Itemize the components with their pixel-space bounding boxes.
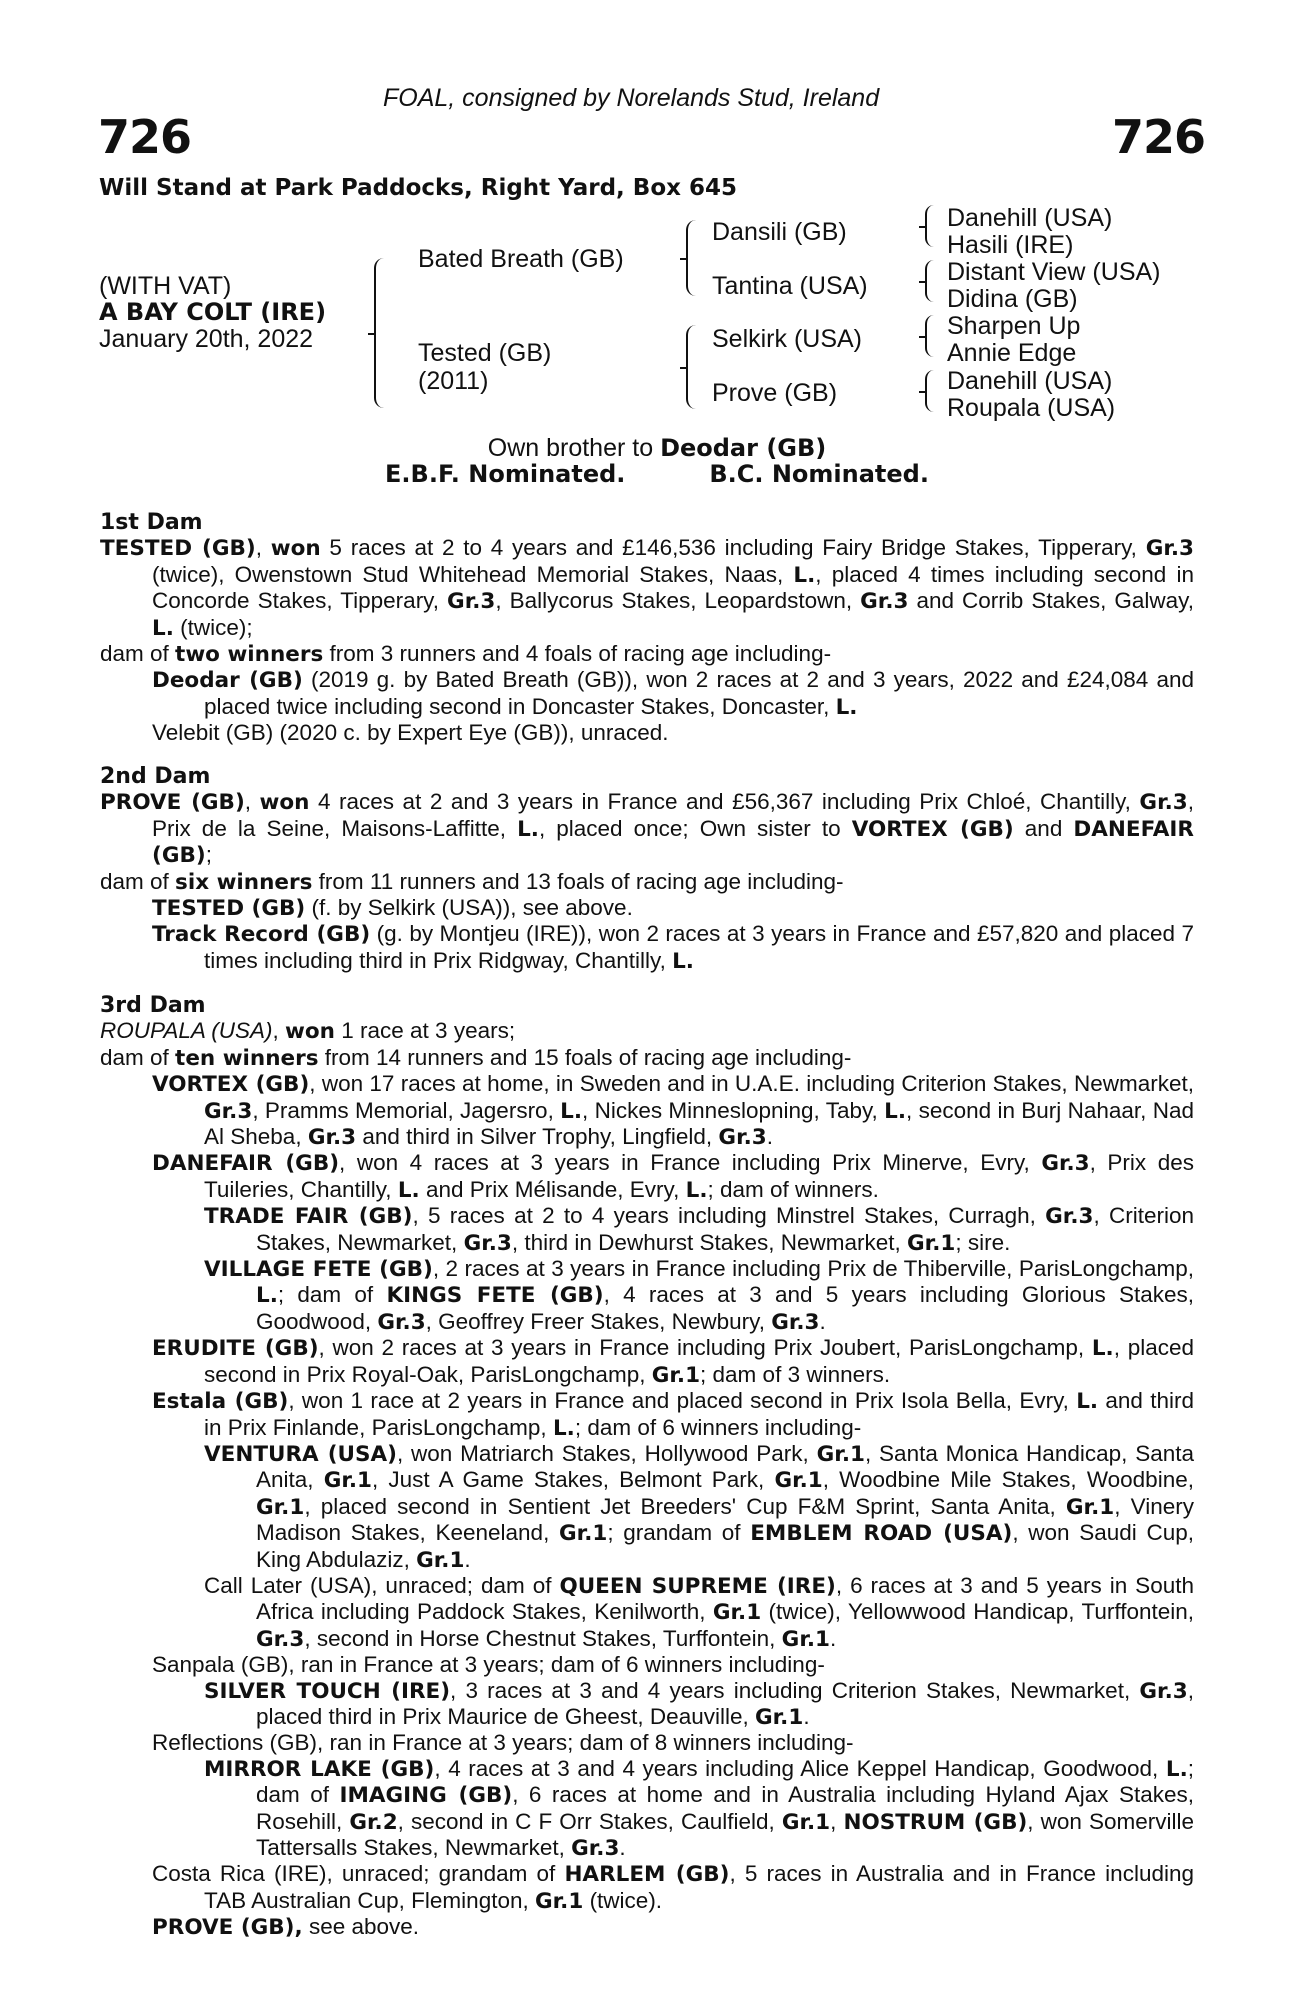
bold-run: Gr.2 — [349, 1809, 398, 1835]
text-run: ; dam of 6 winners including- — [574, 1414, 862, 1440]
text-run: from 14 runners and 15 foals of racing age including- — [318, 1044, 852, 1070]
dam-sire: Selkirk (USA) — [712, 325, 863, 353]
text-run: , second in Burj Nahaar, Nad Al Sheba, — [204, 1097, 1195, 1150]
pedigree-brace — [925, 315, 934, 357]
pedigree-brace — [919, 226, 925, 228]
bold-run: L. — [397, 1177, 420, 1203]
bold-run: Gr.1 — [416, 1547, 465, 1573]
produce-entry — [100, 1652, 1194, 1677]
horse-name: A BAY COLT (IRE) — [99, 298, 327, 326]
bold-run: Gr.3 — [1139, 1678, 1188, 1704]
text-run: 1 race at 3 years; — [335, 1018, 516, 1044]
text-run: , Vinery Madison Stakes, Keeneland, — [256, 1493, 1194, 1546]
second-dam-record — [100, 789, 1194, 868]
bold-run: Gr.1 — [712, 1600, 762, 1626]
great-granddam-2: Didina (GB) — [947, 285, 1078, 313]
text-run: , placed 4 times including second in Concorde Stakes, Tipperary, — [152, 561, 1194, 614]
produce-entry — [100, 1914, 1194, 1940]
text-run: 5 races at 2 to 4 years and £146,536 including Fairy Bridge Stakes, Tipperary, — [320, 535, 1146, 561]
great-grandsire-4: Danehill (USA) — [947, 367, 1113, 395]
own-brother-note — [0, 434, 1314, 463]
text-run: , 5 races in Australia and in France including TAB Australian Cup, Flemington, — [204, 1861, 1194, 1913]
third-dam-entries — [100, 1018, 1194, 1940]
own-brother-prefix: Own brother to — [487, 434, 654, 462]
sire-dam: Tantina (USA) — [712, 272, 868, 300]
bold-run: TESTED (GB) — [100, 536, 256, 562]
pedigree-brace — [374, 258, 384, 408]
bold-run: Gr.1 — [256, 1494, 305, 1520]
text-run: ; grandam of — [607, 1520, 751, 1546]
text-run: Costa Rica (IRE), unraced; grandam of — [152, 1861, 565, 1887]
bold-run: Gr.1 — [755, 1704, 804, 1730]
lot-number-right: 726 — [1112, 110, 1206, 164]
text-run: . — [803, 1703, 810, 1729]
text-run: , Criterion Stakes, Newmarket, — [256, 1203, 1195, 1255]
pedigree-brace — [925, 370, 934, 412]
bold-run: L. — [1076, 1389, 1099, 1415]
text-run: (f. by Selkirk (USA)), see above. — [305, 895, 633, 921]
text-run: , 6 races at 3 and 5 years in South Africa including Paddock Stakes, Kenilworth, — [256, 1572, 1194, 1625]
bold-run: two winners — [175, 642, 324, 668]
bold-run: Gr.1 — [651, 1362, 701, 1388]
bold-run: Gr.3 — [463, 1230, 512, 1256]
bold-run: L. — [793, 562, 816, 588]
bold-run: Gr.3 — [256, 1626, 305, 1652]
first-dam-section — [100, 510, 1194, 746]
dam-dam: Prove (GB) — [712, 379, 838, 407]
pedigree-brace — [925, 205, 934, 247]
produce-entry — [100, 1335, 1194, 1388]
italic-run: ROUPALA (USA) — [100, 1018, 273, 1044]
bold-run: Gr.1 — [1065, 1494, 1115, 1520]
text-run: , — [255, 535, 271, 561]
bold-run: IMAGING (GB) — [339, 1783, 513, 1809]
sire-sire: Dansili (GB) — [712, 218, 847, 246]
bold-run: Deodar (GB) — [152, 668, 303, 694]
text-run: , won 1 race at 2 years in France and placed second in Prix Isola Bella, Evry, — [288, 1388, 1077, 1414]
text-run: and third in Silver Trophy, Lingfield, — [356, 1124, 719, 1150]
bold-run: TESTED (GB) — [152, 896, 306, 922]
pedigree-brace — [919, 336, 925, 338]
bold-run: L. — [672, 948, 694, 974]
produce-entry — [100, 1756, 1194, 1862]
dam: Tested (GB) — [418, 339, 552, 367]
great-granddam-4: Roupala (USA) — [947, 394, 1116, 422]
text-run: Reflections (GB), ran in France at 3 years; dam of 8 winners including- — [152, 1730, 854, 1756]
text-run: Sanpala (GB), ran in France at 3 years; dam of 6 winners including- — [152, 1652, 825, 1678]
text-run: . — [819, 1308, 826, 1334]
text-run: ; dam of — [277, 1282, 387, 1308]
produce-entry — [100, 1256, 1194, 1335]
bold-run: Gr.3 — [307, 1125, 357, 1151]
text-run: ; dam of — [256, 1755, 1195, 1808]
bold-run: MIRROR LAKE (GB) — [204, 1756, 435, 1782]
text-run: , Nickes Minneslopning, Taby, — [582, 1097, 885, 1123]
great-granddam-3: Annie Edge — [947, 339, 1077, 367]
produce-entry — [100, 1573, 1194, 1652]
own-brother-name: Deodar (GB) — [660, 434, 827, 462]
third-dam-record — [100, 1045, 1194, 1071]
text-run: , placed third in Prix Maurice de Gheest, Deauville, — [256, 1677, 1194, 1729]
produce-entry — [100, 1678, 1194, 1731]
third-dam-record — [100, 1018, 1194, 1044]
text-run: , second in C F Orr Stakes, Caulfield, — [397, 1808, 782, 1834]
ebf-nomination: E.B.F. Nominated. — [385, 460, 626, 488]
pedigree-brace — [368, 333, 375, 335]
text-run: ; dam of winners. — [707, 1176, 879, 1202]
bold-run: VENTURA (USA) — [204, 1441, 397, 1467]
text-run: , Prix des Tuileries, Chantilly, — [204, 1150, 1194, 1202]
bold-run: Gr.1 — [907, 1230, 956, 1256]
great-granddam-1: Hasili (IRE) — [947, 231, 1074, 259]
bold-run: L. — [152, 615, 174, 641]
text-run: , — [830, 1808, 844, 1834]
text-run: , second in Horse Chestnut Stakes, Turffontein, — [304, 1625, 782, 1651]
bold-run: TRADE FAIR (GB) — [204, 1204, 413, 1230]
pedigree-brace — [686, 325, 696, 409]
text-run: ; — [205, 842, 212, 868]
stand-location: Will Stand at Park Paddocks, Right Yard, Box 645 — [99, 175, 737, 201]
sire: Bated Breath (GB) — [418, 245, 624, 273]
text-run: and Prix Mélisande, Evry, — [419, 1176, 686, 1202]
produce-entry — [100, 1730, 1194, 1755]
text-run: (twice), Yellowwood Handicap, Turffontein, — [761, 1599, 1195, 1625]
bold-run: QUEEN SUPREME (IRE) — [559, 1573, 836, 1599]
bold-run: Gr.3 — [1145, 536, 1194, 562]
produce-entry — [100, 1388, 1194, 1441]
bold-run: VORTEX (GB) — [851, 816, 1014, 842]
produce-entry — [100, 1150, 1194, 1203]
bold-run: VORTEX (GB) — [152, 1072, 310, 1098]
text-run: dam of — [100, 641, 176, 667]
text-run: , won 2 races at 3 years in France including Prix Joubert, ParisLongchamp, — [318, 1335, 1092, 1361]
text-run: and Corrib Stakes, Galway, — [908, 588, 1194, 614]
produce-entry — [100, 1861, 1194, 1914]
bc-nomination: B.C. Nominated. — [709, 460, 929, 488]
produce-entry — [100, 921, 1194, 974]
bold-run: L. — [884, 1098, 906, 1124]
consignment-line: FOAL, consigned by Norelands Stud, Ireland — [383, 84, 880, 112]
bold-run: Gr.3 — [1041, 1151, 1090, 1177]
text-run: ; sire. — [955, 1229, 1011, 1255]
second-dam-heading: 2nd Dam — [100, 764, 211, 789]
bold-run: DANEFAIR (GB) — [152, 816, 1194, 869]
bold-run: Gr.1 — [323, 1468, 372, 1494]
bold-run: six winners — [175, 869, 313, 895]
bold-run: ERUDITE (GB) — [152, 1336, 319, 1362]
text-run: , 2 races at 3 years in France including Prix de Thiberville, ParisLongchamp, — [432, 1256, 1194, 1282]
bold-run: Gr.3 — [860, 589, 909, 615]
bold-run: VILLAGE FETE (GB) — [204, 1257, 433, 1283]
bold-run: Gr.1 — [774, 1468, 823, 1494]
text-run: from 3 runners and 4 foals of racing age including- — [323, 641, 832, 667]
bold-run: HARLEM (GB) — [564, 1862, 730, 1888]
produce-entry — [100, 895, 1194, 921]
great-grandsire-3: Sharpen Up — [947, 312, 1081, 340]
pedigree-brace — [680, 258, 687, 260]
first-dam-record — [100, 535, 1194, 641]
text-run: , Ballycorus Stakes, Leopardstown, — [495, 588, 861, 614]
lot-number-left: 726 — [98, 110, 192, 164]
produce-entry — [100, 1071, 1194, 1150]
text-run: , placed second in Prix Royal-Oak, ParisLongchamp, — [204, 1335, 1194, 1387]
bold-run: Gr.1 — [816, 1441, 865, 1467]
pedigree-brace — [925, 260, 934, 302]
text-run: (twice); — [173, 614, 253, 640]
text-run: , Prix de la Seine, Maisons-Laffitte, — [152, 789, 1194, 841]
vat-note: (WITH VAT) — [99, 272, 232, 300]
text-run: ; dam of 3 winners. — [700, 1361, 891, 1387]
text-run: 4 races at 2 and 3 years in France and £56,367 including Prix Chloé, Chantilly, — [309, 789, 1140, 815]
bold-run: Gr.3 — [1139, 790, 1188, 816]
produce-entry — [100, 1441, 1194, 1573]
bold-run: Gr.1 — [781, 1809, 831, 1835]
text-run: , 3 races at 3 and 4 years including Criterion Stakes, Newmarket, — [450, 1677, 1140, 1703]
bold-run: won — [270, 536, 321, 562]
bold-run: L. — [560, 1098, 583, 1124]
text-run: , won 4 races at 3 years in France including Prix Minerve, Evry, — [339, 1150, 1042, 1176]
text-run: , placed second in Sentient Jet Breeders' Cup F&M Sprint, Santa Anita, — [304, 1493, 1066, 1519]
bold-run: Gr.3 — [771, 1309, 820, 1335]
second-dam-section — [100, 764, 1194, 974]
text-run: (2019 g. by Bated Breath (GB)), won 2 races at 2 and 3 years, 2022 and £24,084 and placed twice including second in Doncaster Stakes, Doncaster, — [204, 667, 1194, 719]
text-run: and — [1013, 815, 1074, 841]
dam-year: (2011) — [418, 367, 489, 395]
bold-run: Gr.3 — [718, 1125, 767, 1151]
bold-run: Gr.1 — [535, 1888, 584, 1914]
text-run: , won Matriarch Stakes, Hollywood Park, — [396, 1440, 817, 1466]
bold-run: EMBLEM ROAD (USA) — [750, 1521, 1013, 1547]
text-run: , won Saudi Cup, King Abdulaziz, — [256, 1520, 1195, 1572]
text-run: . — [829, 1625, 837, 1651]
bold-run: L. — [1165, 1756, 1188, 1782]
pedigree-brace — [919, 281, 925, 283]
bold-run: Gr.1 — [781, 1626, 830, 1652]
text-run: . — [766, 1124, 773, 1150]
text-run: , — [244, 789, 260, 815]
bold-run: ten winners — [175, 1045, 319, 1071]
produce-entry — [100, 1203, 1194, 1256]
text-run: , Santa Monica Handicap, Santa Anita, — [256, 1440, 1195, 1493]
text-run: see above. — [302, 1914, 420, 1940]
bold-run: NOSTRUM (GB) — [843, 1809, 1028, 1835]
bold-run: DANEFAIR (GB) — [152, 1151, 340, 1177]
bold-run: Track Record (GB) — [152, 922, 371, 948]
text-run: , third in Dewhurst Stakes, Newmarket, — [511, 1229, 908, 1255]
text-run: (twice), Owenstown Stud Whitehead Memorial Stakes, Naas, — [152, 561, 794, 587]
pedigree-brace — [680, 367, 687, 369]
text-run: and third in Prix Finlande, ParisLongchamp, — [204, 1388, 1195, 1440]
pedigree-brace — [686, 220, 696, 296]
bold-run: won — [285, 1019, 335, 1045]
text-run: , 4 races at 3 and 5 years including Glorious Stakes, Goodwood, — [256, 1282, 1195, 1334]
text-run: , 4 races at 3 and 4 years including Alice Keppel Handicap, Goodwood, — [434, 1755, 1166, 1781]
first-dam-produce-summary — [100, 641, 1194, 667]
first-dam-heading: 1st Dam — [100, 510, 203, 535]
bold-run: PROVE (GB) — [100, 790, 245, 816]
text-run: Velebit (GB) (2020 c. by Expert Eye (GB)), unraced. — [152, 720, 669, 746]
text-run: , won 17 races at home, in Sweden and in U.A.E. including Criterion Stakes, Newmarket, — [309, 1071, 1195, 1097]
text-run: , 5 races at 2 to 4 years including Minstrel Stakes, Curragh, — [412, 1203, 1046, 1229]
bold-run: Gr.3 — [1045, 1204, 1094, 1230]
text-run: , Geoffrey Freer Stakes, Newbury, — [425, 1308, 772, 1334]
text-run: dam of — [100, 1044, 176, 1070]
text-run: , Woodbine Mile Stakes, Woodbine, — [822, 1467, 1194, 1493]
bold-run: L. — [552, 1415, 575, 1441]
second-dam-produce-summary — [100, 869, 1194, 895]
bold-run: Gr.1 — [559, 1521, 608, 1547]
bold-run: L. — [1091, 1336, 1114, 1362]
text-run: , 6 races at home and in Australia including Hyland Ajax Stakes, Rosehill, — [256, 1782, 1194, 1834]
produce-entry — [100, 720, 1194, 745]
text-run: . — [464, 1546, 471, 1572]
bold-run: Estala (GB) — [152, 1389, 289, 1415]
produce-entry — [100, 667, 1194, 720]
text-run: , won Somerville Tattersalls Stakes, Newmarket, — [256, 1808, 1194, 1860]
text-run: . — [619, 1835, 626, 1860]
bold-run: KINGS FETE (GB) — [386, 1283, 604, 1309]
third-dam-heading: 3rd Dam — [100, 993, 206, 1018]
bold-run: Gr.3 — [447, 589, 496, 615]
text-run: from 11 runners and 13 foals of racing age including- — [312, 868, 844, 894]
foaling-date: January 20th, 2022 — [99, 325, 314, 353]
bold-run: PROVE (GB), — [152, 1915, 303, 1941]
great-grandsire-1: Danehill (USA) — [947, 204, 1113, 232]
great-grandsire-2: Distant View (USA) — [947, 258, 1161, 286]
text-run: (g. by Montjeu (IRE)), won 2 races at 3 years in France and £57,820 and placed 7 times including third in Prix Ridgway, Chantilly, — [204, 921, 1195, 973]
nominations — [0, 460, 1314, 489]
bold-run: Gr.3 — [571, 1836, 620, 1861]
text-run: , — [272, 1018, 286, 1044]
pedigree-brace — [919, 391, 925, 393]
bold-run: L. — [685, 1177, 708, 1203]
bold-run: Gr.3 — [204, 1098, 253, 1124]
third-dam-section — [100, 993, 1194, 1941]
text-run: dam of — [100, 868, 176, 894]
bold-run: L. — [256, 1283, 278, 1309]
bold-run: won — [259, 790, 310, 816]
text-run: , Just A Game Stakes, Belmont Park, — [372, 1467, 775, 1493]
bold-run: L. — [517, 816, 539, 842]
text-run: Call Later (USA), unraced; dam of — [204, 1572, 560, 1598]
text-run: , Pramms Memorial, Jagersro, — [252, 1097, 561, 1123]
text-run: , placed once; Own sister to — [538, 815, 852, 841]
text-run: (twice). — [583, 1887, 663, 1913]
bold-run: Gr.3 — [377, 1309, 426, 1335]
bold-run: SILVER TOUCH (IRE) — [204, 1678, 451, 1704]
bold-run: L. — [835, 694, 858, 720]
